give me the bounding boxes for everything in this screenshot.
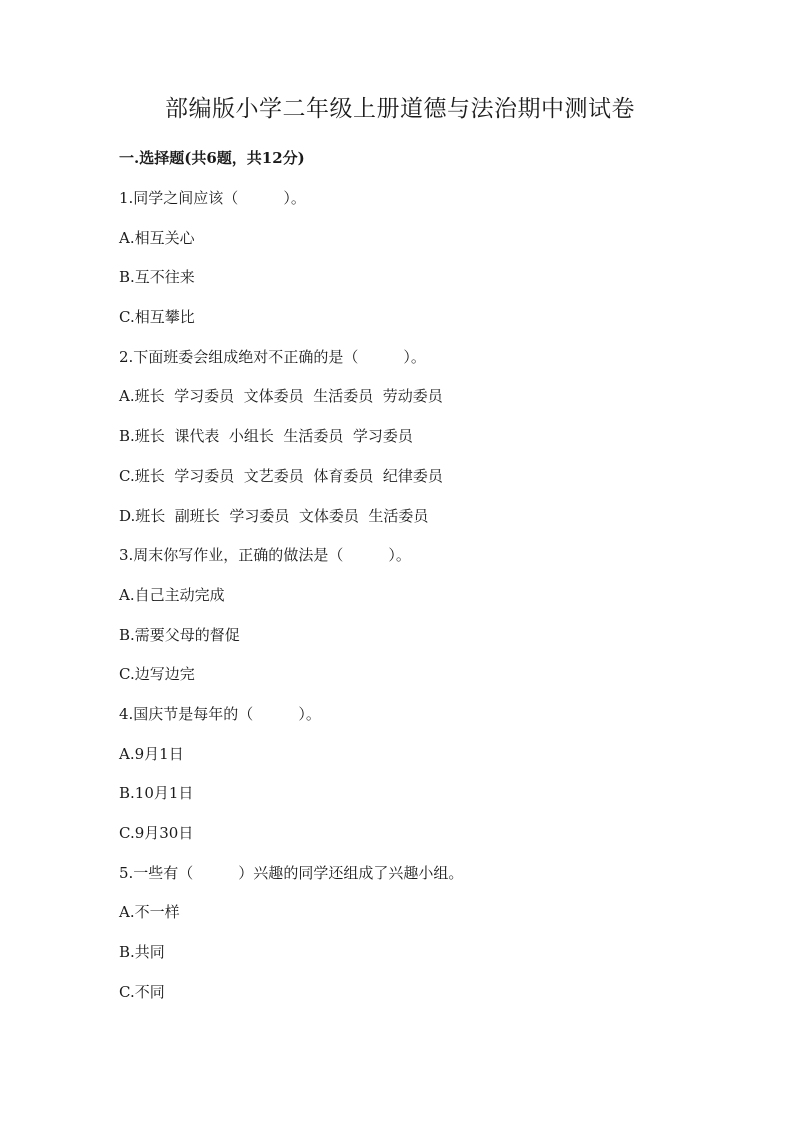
question-1-option-b: B.互不往来 <box>119 268 195 286</box>
section-header: 一.选择题(共6题，共12分) <box>119 149 305 167</box>
question-1-option-c: C.相互攀比 <box>119 308 195 326</box>
question-3-option-b: B.需要父母的督促 <box>119 626 240 644</box>
question-1-stem: 1.同学之间应该（ ）。 <box>119 189 306 207</box>
question-4-option-a: A.9月1日 <box>119 745 184 763</box>
question-2-option-a: A.班长 学习委员 文体委员 生活委员 劳动委员 <box>119 387 443 405</box>
page-title: 部编版小学二年级上册道德与法治期中测试卷 <box>165 96 635 122</box>
question-2-option-d: D.班长 副班长 学习委员 文体委员 生活委员 <box>119 507 429 525</box>
question-5-stem: 5.一些有（ ）兴趣的同学还组成了兴趣小组。 <box>119 864 464 882</box>
question-3-option-c: C.边写边完 <box>119 665 195 683</box>
question-4-option-c: C.9月30日 <box>119 824 194 842</box>
question-1-option-a: A.相互关心 <box>119 229 195 247</box>
question-5-option-c: C.不同 <box>119 983 165 1001</box>
question-5-option-a: A.不一样 <box>119 903 180 921</box>
question-3-option-a: A.自己主动完成 <box>119 586 225 604</box>
question-4-stem: 4.国庆节是每年的（ ）。 <box>119 705 321 723</box>
question-2-option-b: B.班长 课代表 小组长 生活委员 学习委员 <box>119 427 413 445</box>
question-2-option-c: C.班长 学习委员 文艺委员 体育委员 纪律委员 <box>119 467 443 485</box>
question-2-stem: 2.下面班委会组成绝对不正确的是（ ）。 <box>119 348 426 366</box>
question-5-option-b: B.共同 <box>119 943 165 961</box>
question-4-option-b: B.10月1日 <box>119 784 194 802</box>
question-3-stem: 3.周末你写作业，正确的做法是（ ）。 <box>119 546 411 564</box>
